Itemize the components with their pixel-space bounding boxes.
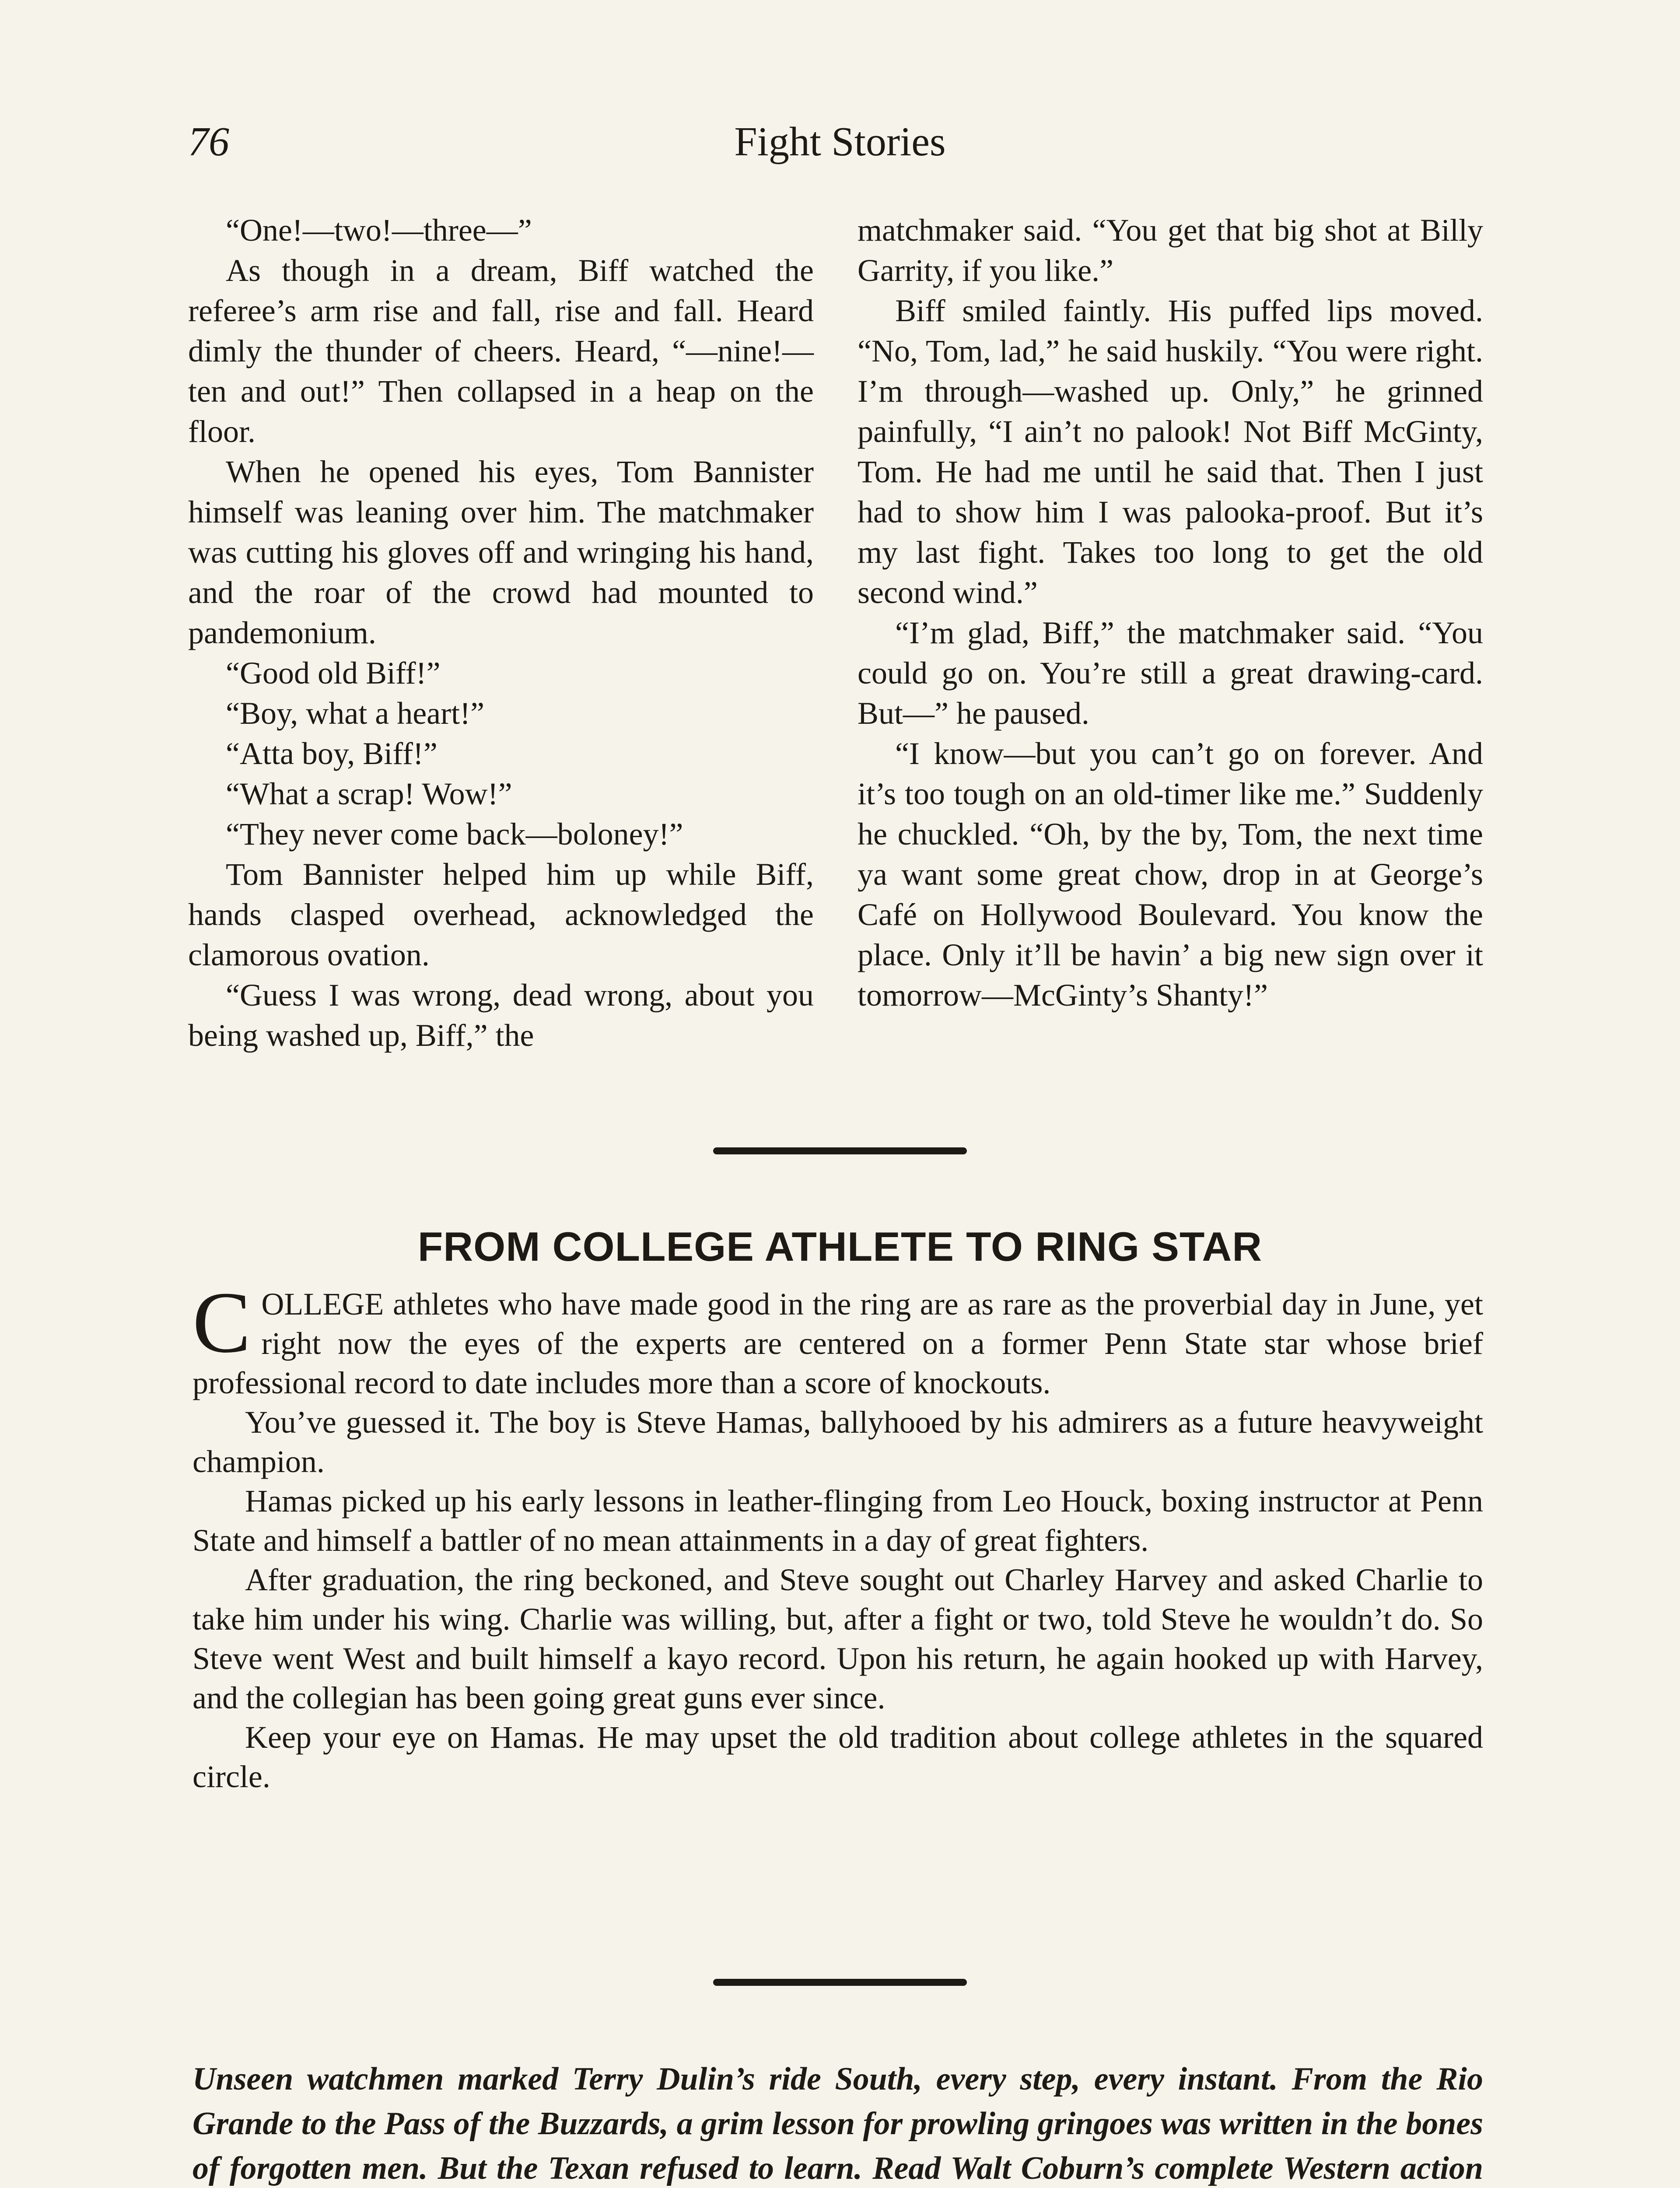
- story-paragraph: Biff smiled faintly. His puffed lips moved. “No, Tom, lad,” he said huskily. “You were right. I’m through—washed up. Only,” he grinned painfully, “I ain’t no palook! Not Biff McGinty, Tom. He had me until he said that. Then I just had to show him I was palooka-proof. But it’s my last fight. Takes too long to get the old second wind.”: [858, 293, 1483, 610]
- article-paragraph: You’ve guessed it. The boy is Steve Hamas, ballyhooed by his admirers as a future heavyweight champion.: [192, 1405, 1483, 1479]
- story-right-column: [858, 210, 1483, 1015]
- story-paragraph: matchmaker said. “You get that big shot at Billy Garrity, if you like.”: [858, 213, 1483, 288]
- story-paragraph: “Guess I was wrong, dead wrong, about you being washed up, Biff,” the: [188, 978, 814, 1053]
- article-body: [192, 1274, 1483, 1796]
- article-paragraph: Hamas picked up his early lessons in leather-flinging from Leo Houck, boxing instructor at Penn State and himself a battler of no mean attainments in a day of great fighters.: [192, 1483, 1483, 1558]
- story-paragraph: As though in a dream, Biff watched the referee’s arm rise and fall, rise and fall. Heard dimly the thunder of cheers. Heard, “—nine!—ten and out!” Then collapsed in a heap on the floor.: [188, 253, 814, 449]
- story-paragraph: “They never come back—boloney!”: [226, 817, 683, 852]
- article-paragraph: Keep your eye on Hamas. He may upset the old tradition about college athletes in the squared circle.: [192, 1720, 1483, 1794]
- story-paragraph: “I know—but you can’t go on forever. And it’s too tough on an old-timer like me.” Suddenly he chuckled. “Oh, by the by, Tom, the next time ya want some great chow, drop in at George’s Café on Hollywood Boulevard. You know the place. Only it’ll be havin’ a big new sign over it tomorrow—McGinty’s Shanty!”: [858, 736, 1483, 1013]
- article-title: FROM COLLEGE ATHLETE TO RING STAR: [417, 1224, 1263, 1269]
- story-paragraph: “Good old Biff!”: [226, 656, 441, 691]
- article-paragraph: [192, 1274, 1483, 1403]
- story-paragraph: Tom Bannister helped him up while Biff, hands clasped overhead, acknowledged the clamorous ovation.: [188, 857, 814, 972]
- story-paragraph: When he opened his eyes, Tom Bannister himself was leaning over him. The matchmaker was cutting his gloves off and wringing his hand, and the roar of the crowd had mounted to pandemonium.: [188, 454, 814, 650]
- section-divider-rule: [713, 1147, 967, 1154]
- story-paragraph: “Atta boy, Biff!”: [226, 736, 438, 771]
- story-paragraph: “I’m glad, Biff,” the matchmaker said. “You could go on. You’re still a great drawing-card. But—” he paused.: [858, 615, 1483, 731]
- drop-cap: C: [192, 1274, 251, 1371]
- promo-blurb: Unseen watchmen marked Terry Dulin’s ride South, every step, every instant. From the Rio Grande to the Pass of the Buzzards, a grim lesson for prowling gringoes was written in the bones of forgotten men. But the Texan refused to learn. Read Walt Coburn’s complete Western action: [192, 2061, 1483, 2186]
- section-divider-rule: [713, 1979, 967, 1986]
- article-first-paragraph-text: OLLEGE athletes who have made good in the ring are as rare as the proverbial day in June, yet right now the eyes of the experts are centered on a former Penn State star whose brief professional record to date includes more than a score of knockouts.: [192, 1287, 1483, 1400]
- article-paragraph: After graduation, the ring beckoned, and Steve sought out Charley Harvey and asked Charlie to take him under his wing. Charlie was willing, but, after a fight or two, told Steve he wouldn’t do. So Steve went West and built himself a kayo record. Upon his return, he again hooked up with Harvey, and the collegian has been going great guns ever since.: [192, 1562, 1483, 1715]
- story-paragraph: “Boy, what a heart!”: [226, 696, 485, 731]
- story-paragraph: “One!—two!—three—”: [226, 213, 532, 248]
- page-number: 76: [188, 119, 229, 165]
- running-head-title: Fight Stories: [734, 119, 946, 165]
- story-paragraph: “What a scrap! Wow!”: [226, 776, 512, 811]
- story-left-column: [188, 210, 814, 1055]
